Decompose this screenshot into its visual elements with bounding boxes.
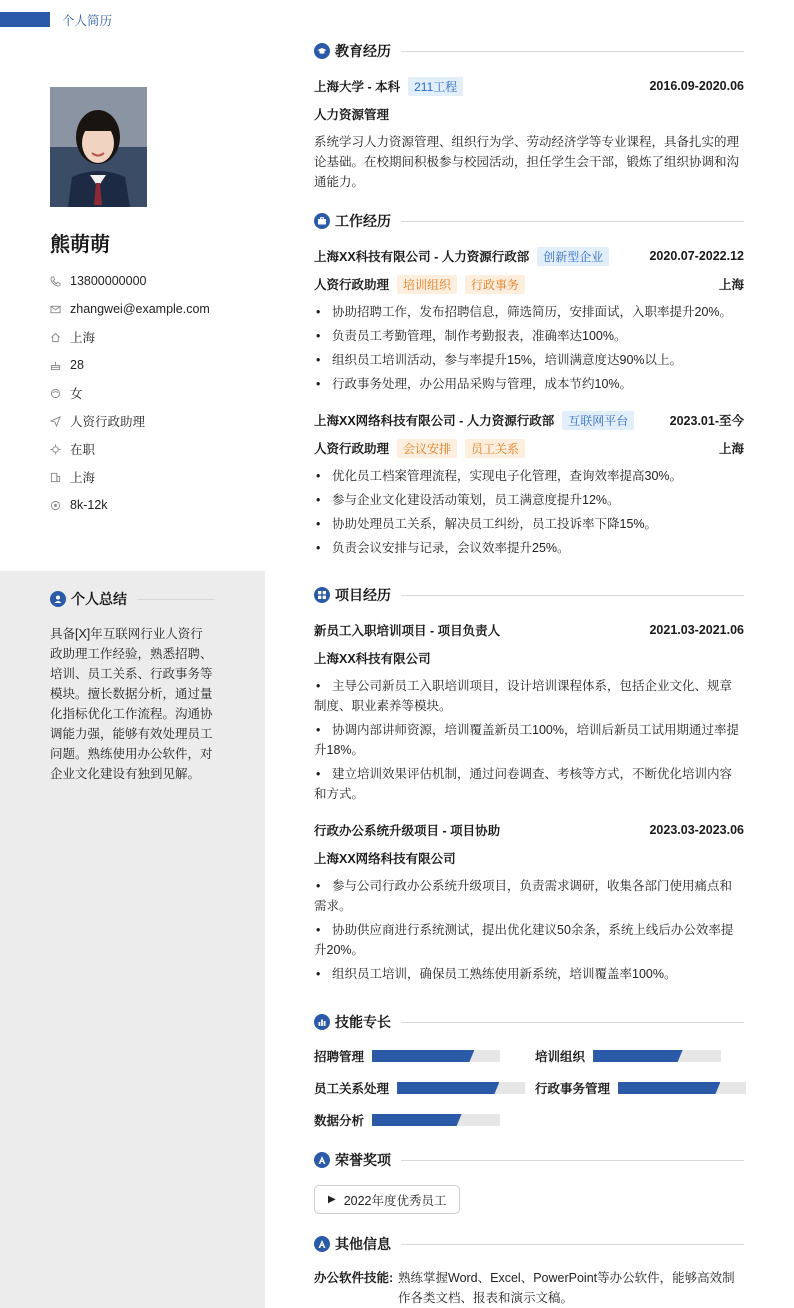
awards-divider (401, 1160, 744, 1161)
send-icon (50, 416, 70, 427)
skill-fill (593, 1050, 683, 1062)
skill-item (535, 1078, 746, 1098)
phone-icon (50, 276, 70, 287)
position-text: 人资行政助理 (70, 415, 146, 429)
info-age (50, 351, 210, 379)
award-label: 2022年度优秀员工 (343, 1193, 447, 1208)
skill-fill (372, 1114, 462, 1126)
skill-label: 数据分析 (314, 1114, 365, 1128)
job-1-role-row (314, 274, 744, 294)
education-school: 上海大学 - 本科 (314, 80, 401, 94)
project-2-name: 行政办公系统升级项目 - 项目协助 (314, 824, 501, 838)
gender-text: 女 (70, 387, 83, 401)
job-2-tag-2: 员工关系 (465, 439, 525, 458)
summary-text: 具备[X]年互联网行业人资行政助理工作经验，熟悉招聘、培训、员工关系、行政事务等模块。擅长数据分析，通过量化指标优化工作流程。沟通协调能力强，能够有效处理员工问题。熟练使用办公软件，对企业文化建设有独到见解。 (50, 627, 213, 781)
salary-text: 8k-12k (70, 498, 108, 512)
list-item: • 负责员工考勤管理，制作考勤报表，准确率达100%。 (314, 326, 744, 346)
project-1-date: 2021.03-2021.06 (649, 623, 744, 637)
skill-label: 培训组织 (535, 1050, 586, 1064)
award-icon (314, 1152, 330, 1168)
phone-text: 13800000000 (70, 274, 147, 288)
graduation-cap-icon (314, 43, 330, 59)
summary-header (50, 589, 215, 609)
job-2-tag: 互联网平台 (562, 411, 634, 430)
status-text: 在职 (70, 443, 96, 457)
job-1-tag-2: 行政事务 (465, 275, 525, 294)
list-item: • 组织员工培训活动，参与率提升15%，培训满意度达90%以上。 (314, 350, 744, 370)
awards-header (314, 1150, 744, 1170)
summary-divider (137, 599, 215, 600)
education-description: 系统学习人力资源管理、组织行为学、劳动经济学等专业课程，具备扎实的理论基础。在校期间积极参与校园活动，担任学生会干部，锻炼了组织协调和沟通能力。 (314, 135, 740, 189)
info-email (50, 295, 210, 323)
skill-bar (618, 1082, 746, 1094)
other-text: 熟练掌握Word、Excel、PowerPoint等办公软件，能够高效制作各类文档、报表和演示文稿。 (398, 1271, 735, 1305)
info-salary (50, 491, 210, 519)
job-2-header (314, 410, 744, 430)
project-1-header (314, 620, 744, 640)
work-title: 工作经历 (335, 213, 391, 229)
list-item: • 组织员工培训，确保员工熟练使用新系统，培训覆盖率100%。 (314, 964, 744, 984)
job-1-tag-1: 培训组织 (397, 275, 457, 294)
play-icon: ▶ (328, 1194, 336, 1205)
profile-photo (50, 87, 147, 207)
skills-divider (401, 1022, 744, 1023)
mail-icon (50, 304, 70, 315)
info-gender (50, 379, 210, 407)
job-1-header (314, 246, 744, 266)
education-date: 2016.09-2020.06 (649, 79, 744, 93)
chart-icon (314, 1014, 330, 1030)
list-item: • 负责会议安排与记录，会议效率提升25%。 (314, 538, 744, 558)
list-item: • 主导公司新员工入职培训项目，设计培训课程体系，包括企业文化、规章制度、职业素养等模块。 (314, 676, 744, 716)
list-item: • 行政事务处理，办公用品采购与管理，成本节约10%。 (314, 374, 744, 394)
work-divider (401, 221, 744, 222)
skill-bar (593, 1050, 721, 1062)
info-status (50, 435, 210, 463)
other-header (314, 1234, 744, 1254)
skill-label: 行政事务管理 (535, 1082, 611, 1096)
education-title: 教育经历 (335, 43, 391, 59)
project-1-company-row (314, 648, 744, 668)
salary-icon (50, 500, 70, 511)
other-label: 办公软件技能: (314, 1271, 394, 1285)
job-1-tag: 创新型企业 (537, 247, 609, 266)
building-icon (50, 472, 70, 483)
status-icon (50, 444, 70, 455)
project-1-bullets (314, 676, 744, 808)
info-city (50, 463, 210, 491)
home-icon (50, 332, 70, 343)
skill-item (535, 1046, 721, 1066)
gender-icon (50, 388, 70, 399)
info-position (50, 407, 210, 435)
skill-label: 员工关系处理 (314, 1082, 390, 1096)
skill-fill (397, 1082, 499, 1094)
job-1-city: 上海 (718, 278, 744, 292)
list-item: • 协助招聘工作，发布招聘信息，筛选简历，安排面试，入职率提升20%。 (314, 302, 744, 322)
briefcase-icon (314, 213, 330, 229)
skill-label: 招聘管理 (314, 1050, 365, 1064)
location-text: 上海 (70, 331, 96, 345)
list-item: • 参与企业文化建设活动策划，员工满意度提升12%。 (314, 490, 744, 510)
list-item: • 协调内部讲师资源，培训覆盖新员工100%，培训后新员工试用期通过率提升18%。 (314, 720, 744, 760)
job-2-city: 上海 (718, 442, 744, 456)
education-row (314, 76, 744, 96)
job-2-role-row (314, 438, 744, 458)
job-2-bullets (314, 466, 744, 562)
award-item[interactable] (314, 1185, 460, 1214)
job-1-role: 人资行政助理 (314, 278, 390, 292)
info-phone (50, 267, 210, 295)
other-title: 其他信息 (335, 1236, 391, 1252)
work-header (314, 211, 744, 231)
projects-divider (401, 595, 744, 596)
user-icon (50, 591, 66, 607)
skill-item (314, 1110, 500, 1130)
project-1-name: 新员工入职培训项目 - 项目负责人 (314, 624, 501, 638)
job-1-bullets (314, 302, 744, 398)
grid-icon (314, 587, 330, 603)
skill-bar (372, 1050, 500, 1062)
skill-bar (397, 1082, 525, 1094)
job-2-tag-1: 会议安排 (397, 439, 457, 458)
cake-icon (50, 360, 70, 371)
education-major: 人力资源管理 (314, 108, 390, 122)
skill-item (314, 1046, 500, 1066)
skill-bar (372, 1114, 500, 1126)
list-item: • 参与公司行政办公系统升级项目，负责需求调研，收集各部门使用痛点和需求。 (314, 876, 744, 916)
info-location (50, 323, 210, 351)
education-tag: 211工程 (408, 77, 463, 96)
education-header (314, 41, 744, 61)
list-item: • 建立培训效果评估机制，通过问卷调查、考核等方式，不断优化培训内容和方式。 (314, 764, 744, 804)
project-2-company: 上海XX网络科技有限公司 (314, 852, 456, 866)
skills-title: 技能专长 (335, 1014, 391, 1030)
header-accent-bar (0, 12, 50, 27)
education-major-row (314, 104, 744, 124)
list-item: • 优化员工档案管理流程，实现电子化管理，查询效率提高30%。 (314, 466, 744, 486)
skill-item (314, 1078, 525, 1098)
projects-header (314, 585, 744, 605)
job-2-date: 2023.01-至今 (669, 414, 744, 428)
profile-name: 熊萌萌 (50, 234, 110, 256)
summary-title: 个人总结 (71, 591, 127, 607)
project-2-company-row (314, 848, 744, 868)
age-text: 28 (70, 358, 84, 372)
education-divider (401, 51, 744, 52)
contact-info-list (50, 267, 210, 519)
job-2-company: 上海XX网络科技有限公司 - 人力资源行政部 (314, 414, 555, 428)
info-icon (314, 1236, 330, 1252)
city-text: 上海 (70, 471, 96, 485)
awards-title: 荣誉奖项 (335, 1152, 391, 1168)
project-1-company: 上海XX科技有限公司 (314, 652, 431, 666)
skill-fill (618, 1082, 720, 1094)
list-item: • 协助处理员工关系，解决员工纠纷，员工投诉率下降15%。 (314, 514, 744, 534)
other-divider (401, 1244, 744, 1245)
project-2-bullets (314, 876, 744, 988)
projects-title: 项目经历 (335, 587, 391, 603)
email-text: zhangwei@example.com (70, 302, 210, 316)
job-1-company: 上海XX科技有限公司 - 人力资源行政部 (314, 250, 530, 264)
skills-header (314, 1012, 744, 1032)
page-title: 个人简历 (62, 14, 113, 28)
skill-fill (372, 1050, 474, 1062)
job-2-role: 人资行政助理 (314, 442, 390, 456)
project-2-date: 2023.03-2023.06 (649, 823, 744, 837)
list-item: • 协助供应商进行系统测试，提出优化建议50余条，系统上线后办公效率提升20%。 (314, 920, 744, 960)
project-2-header (314, 820, 744, 840)
job-1-date: 2020.07-2022.12 (649, 249, 744, 263)
